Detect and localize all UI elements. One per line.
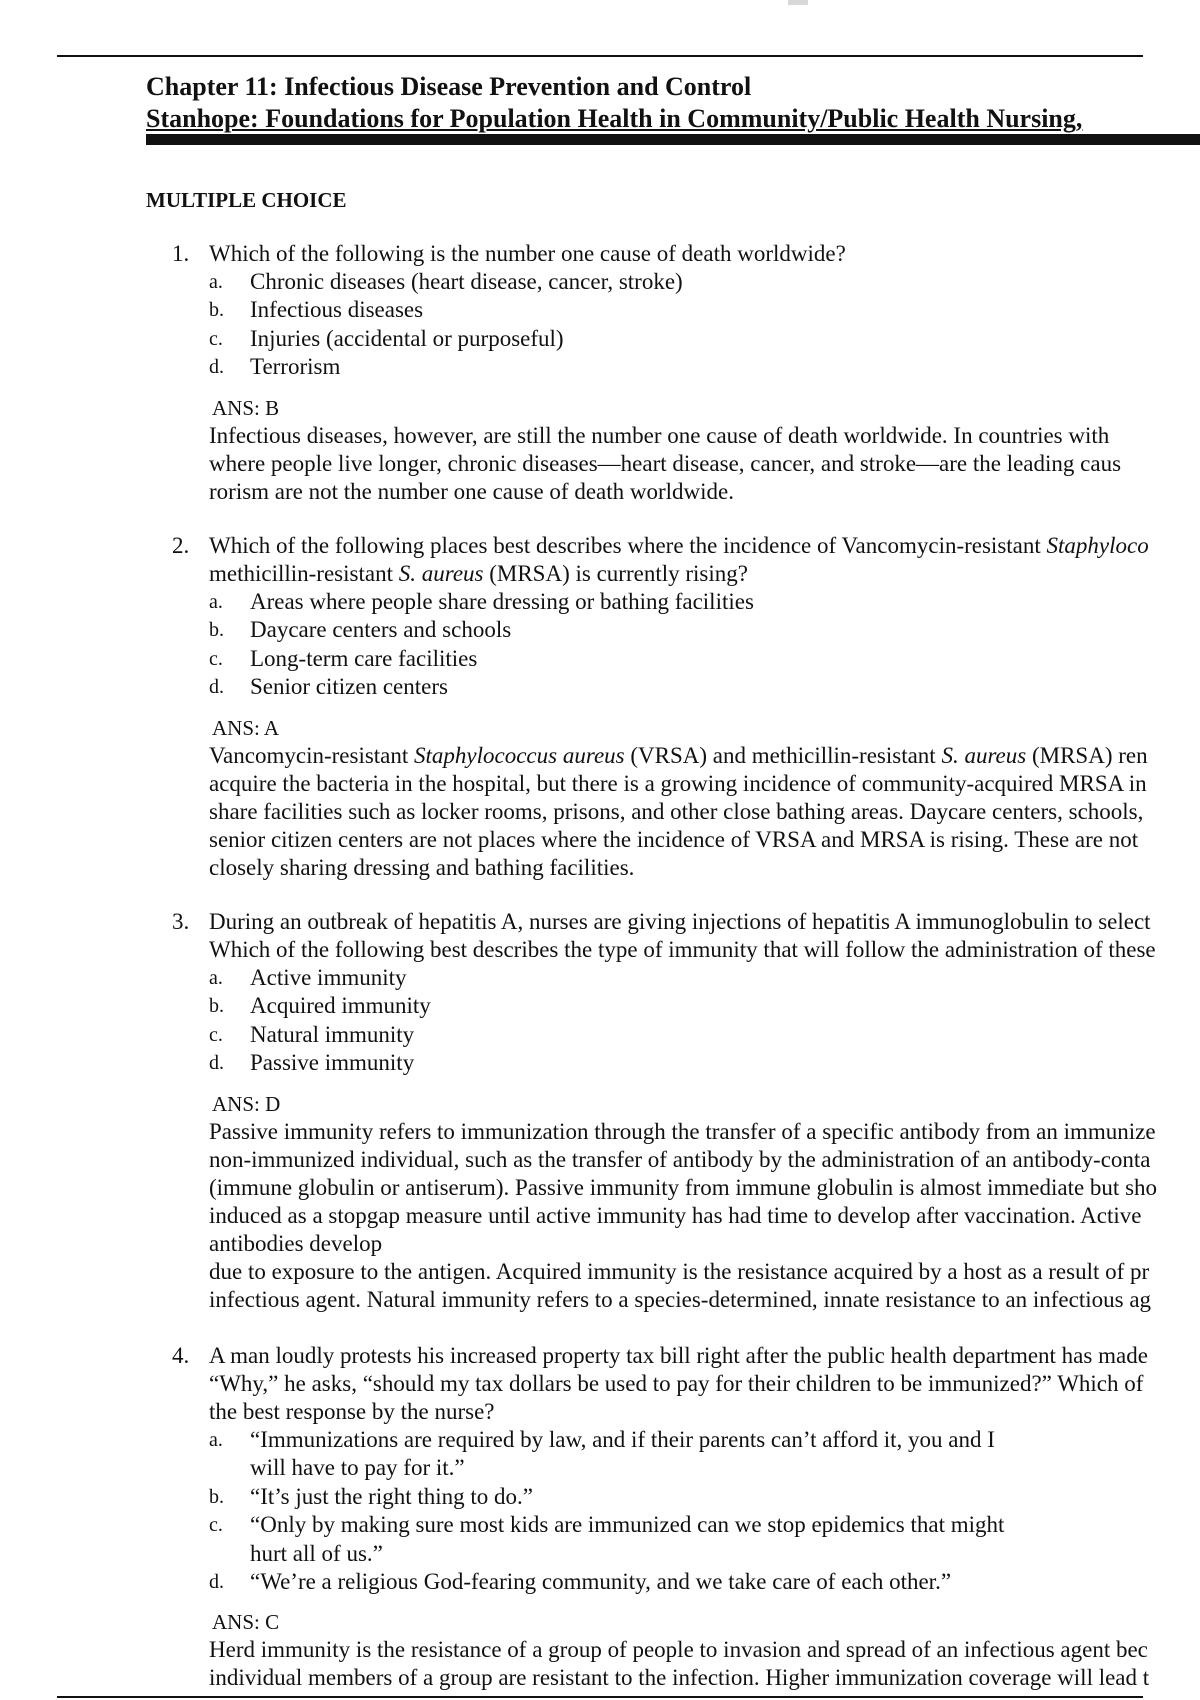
rationale-text: antibodies develop <box>209 1230 383 1256</box>
title-underline-bar <box>146 134 1200 145</box>
answer-option <box>0 1511 1200 1539</box>
answer-key-text: ANS: B <box>212 395 280 420</box>
option-letter: a. <box>209 967 223 989</box>
answer-key <box>0 394 1200 422</box>
answer-option <box>0 992 1200 1020</box>
option-text: Long-term care facilities <box>250 645 478 671</box>
option-text: Daycare centers and schools <box>250 617 512 643</box>
question-item <box>0 240 1200 506</box>
question-stem-text: methicillin-resistant S. aureus (MRSA) is currently rising? <box>209 561 748 586</box>
rationale-line <box>0 1664 1200 1692</box>
question-stem-text: “Why,” he asks, “should my tax dollars be used to pay for their children to be immunized?” Which of <box>209 1371 1144 1396</box>
option-text: “It’s just the right thing to do.” <box>250 1483 533 1509</box>
question-stem-line <box>0 936 1200 964</box>
question-stem-line <box>0 1398 1200 1426</box>
rationale-text: Infectious diseases, however, are still the number one cause of death worldwide. In countries with <box>209 422 1110 448</box>
answer-option <box>0 353 1200 381</box>
rationale-text: infectious agent. Natural immunity refers to a species-determined, innate resistance to an infectious ag <box>209 1286 1152 1312</box>
answer-key <box>0 1608 1200 1636</box>
chapter-title: Chapter 11: Infectious Disease Prevention and Control <box>146 72 752 101</box>
question-stem-text: A man loudly protests his increased property tax bill right after the public health department has made <box>209 1343 1148 1368</box>
answer-option <box>0 268 1200 296</box>
rationale-line <box>0 770 1200 798</box>
rationale-text: individual members of a group are resistant to the infection. Higher immunization coverage will lead t <box>209 1665 1150 1691</box>
rationale-text: Passive immunity refers to immunization through the transfer of a specific antibody from an immunize <box>209 1118 1156 1144</box>
option-text: Infectious diseases <box>250 297 424 323</box>
rationale-line <box>0 1174 1200 1202</box>
rationale-text: Vancomycin-resistant Staphylococcus aureus (VRSA) and methicillin-resistant S. aureus (MRSA) ren <box>209 742 1148 768</box>
rationale-line <box>0 742 1200 770</box>
rationale-line <box>0 1230 1200 1258</box>
rationale-text: senior citizen centers are not places where the incidence of VRSA and MRSA is rising. These are not <box>209 826 1139 852</box>
option-letter: d. <box>209 1570 224 1593</box>
rationale-line <box>0 1146 1200 1174</box>
answer-option <box>0 616 1200 644</box>
option-letter: c. <box>209 1514 223 1537</box>
answer-option <box>0 1540 1200 1568</box>
option-text: Senior citizen centers <box>250 674 448 700</box>
answer-key-text: ANS: D <box>212 1091 281 1116</box>
rationale-line <box>0 1118 1200 1146</box>
question-stem-text: Which of the following best describes the type of immunity that will follow the administration of these <box>209 937 1156 962</box>
answer-option <box>0 325 1200 353</box>
question-stem-text: Which of the following places best describes where the incidence of Vancomycin-resistant Staphyloco <box>209 533 1149 558</box>
option-text: Injuries (accidental or purposeful) <box>250 325 564 351</box>
option-text: Acquired immunity <box>250 993 431 1019</box>
rationale-text: acquire the bacteria in the hospital, but there is a growing incidence of community-acquired MRSA in <box>209 770 1147 796</box>
rationale-line <box>0 478 1200 506</box>
book-title: Stanhope: Foundations for Population Health in Community/Public Health Nursing, <box>146 104 1083 133</box>
option-letter: a. <box>209 271 223 293</box>
answer-key-text: ANS: A <box>212 715 280 740</box>
option-letter: a. <box>209 591 223 613</box>
option-text: “Immunizations are required by law, and if their parents can’t afford it, you and I <box>250 1427 995 1452</box>
rationale-line <box>0 1202 1200 1230</box>
answer-option <box>0 1426 1200 1454</box>
question-stem-line <box>0 560 1200 588</box>
header-rule <box>57 55 1143 57</box>
option-text: “We’re a religious God-fearing community, and we take care of each other.” <box>250 1568 952 1594</box>
rationale-text: rorism are not the number one cause of death worldwide. <box>209 478 734 504</box>
question-stem-text: the best response by the nurse? <box>209 1399 495 1424</box>
rationale-text: (immune globulin or antiserum). Passive immunity from immune globulin is almost immediate but sho <box>209 1174 1158 1200</box>
question-stem-text: Which of the following is the number one cause of death worldwide? <box>209 241 846 266</box>
answer-option <box>0 1454 1200 1482</box>
option-text: hurt all of us.” <box>250 1540 383 1566</box>
rationale-line <box>0 1636 1200 1664</box>
option-letter: b. <box>209 995 224 1018</box>
question-stem-line <box>0 908 1200 936</box>
answer-option <box>0 964 1200 992</box>
rationale-line <box>0 854 1200 882</box>
option-text: Areas where people share dressing or bathing facilities <box>250 589 754 614</box>
rationale-line <box>0 1286 1200 1314</box>
rationale-line <box>0 1258 1200 1286</box>
option-text: Terrorism <box>250 354 341 380</box>
option-letter: d. <box>209 1052 224 1075</box>
footer-rule <box>57 1696 1143 1698</box>
option-letter: d. <box>209 356 224 379</box>
answer-option <box>0 1021 1200 1049</box>
question-stem-line <box>0 240 1200 268</box>
rationale-line <box>0 826 1200 854</box>
question-stem-line <box>0 1342 1200 1370</box>
answer-option <box>0 1049 1200 1077</box>
question-stem-line <box>0 532 1200 560</box>
rationale-text: closely sharing dressing and bathing facilities. <box>209 854 635 880</box>
option-letter: c. <box>209 1023 223 1046</box>
option-letter: b. <box>209 1485 224 1508</box>
answer-option <box>0 1483 1200 1511</box>
rationale-line <box>0 422 1200 450</box>
rationale-text: induced as a stopgap measure until active immunity has had time to develop after vaccination. Active <box>209 1202 1142 1228</box>
option-letter: c. <box>209 327 223 350</box>
question-number: 1. <box>172 241 190 266</box>
option-letter: a. <box>209 1429 223 1451</box>
rationale-text: share facilities such as locker rooms, prisons, and other close bathing areas. Daycare centers, schools, <box>209 798 1144 824</box>
rationale-text: where people live longer, chronic diseases—heart disease, cancer, and stroke—are the leading caus <box>209 450 1122 476</box>
answer-option <box>0 673 1200 701</box>
question-number: 3. <box>172 909 190 934</box>
answer-option <box>0 1568 1200 1596</box>
rationale-text: non-immunized individual, such as the transfer of antibody by the administration of an antibody-conta <box>209 1146 1151 1172</box>
question-stem-line <box>0 1370 1200 1398</box>
question-number: 2. <box>172 533 190 558</box>
question-stem-text: During an outbreak of hepatitis A, nurses are giving injections of hepatitis A immunoglobulin to select <box>209 909 1151 934</box>
question-number: 4. <box>172 1343 190 1368</box>
option-text: “Only by making sure most kids are immunized can we stop epidemics that might <box>250 1512 1005 1538</box>
question-item <box>0 532 1200 882</box>
rationale-line <box>0 798 1200 826</box>
answer-key-text: ANS: C <box>212 1610 280 1635</box>
option-letter: b. <box>209 619 224 642</box>
question-item <box>0 1342 1200 1692</box>
rationale-line <box>0 450 1200 478</box>
answer-key <box>0 1090 1200 1118</box>
section-heading: MULTIPLE CHOICE <box>146 188 347 212</box>
scrollbar-marker <box>788 0 808 5</box>
option-letter: d. <box>209 676 224 699</box>
answer-option <box>0 588 1200 616</box>
option-text: Active immunity <box>250 965 407 990</box>
option-text: Passive immunity <box>250 1050 415 1076</box>
option-letter: c. <box>209 647 223 670</box>
option-text: Chronic diseases (heart disease, cancer, stroke) <box>250 269 683 294</box>
answer-option <box>0 645 1200 673</box>
option-text: Natural immunity <box>250 1021 415 1047</box>
answer-option <box>0 296 1200 324</box>
answer-key <box>0 714 1200 742</box>
option-text: will have to pay for it.” <box>250 1455 465 1481</box>
rationale-text: Herd immunity is the resistance of a group of people to invasion and spread of an infectious agent bec <box>209 1637 1148 1663</box>
question-item <box>0 908 1200 1314</box>
option-letter: b. <box>209 299 224 322</box>
rationale-text: due to exposure to the antigen. Acquired immunity is the resistance acquired by a host as a result of pr <box>209 1258 1150 1284</box>
